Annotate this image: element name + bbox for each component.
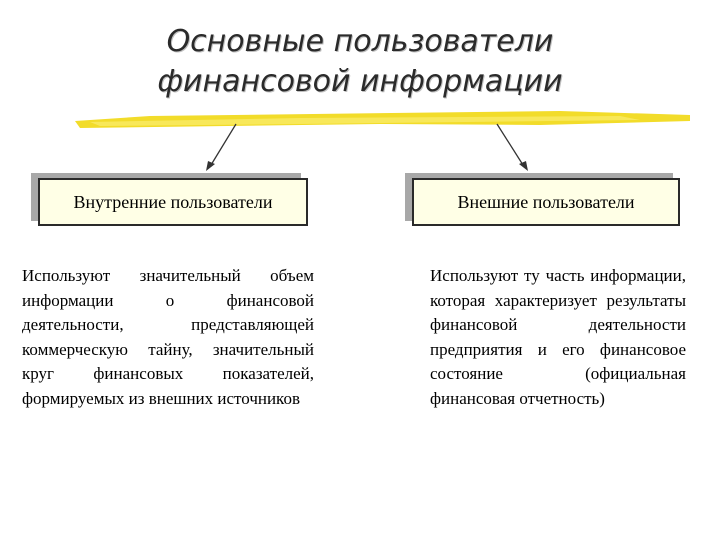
internal-users-box bbox=[38, 178, 308, 226]
arrow-right bbox=[497, 124, 523, 165]
internal-users-heading: Внутренние пользователи bbox=[73, 191, 273, 212]
page-title bbox=[0, 22, 720, 102]
external-users-box bbox=[412, 178, 680, 226]
external-users-description: Используют ту часть информации, которая характеризует результаты финансовой деятельности предприятия и его финансовое состояние (официальная финансовая отчетность) bbox=[430, 266, 686, 408]
title-line-1: Основные пользователи bbox=[166, 24, 554, 59]
title-line-2: финансовой информации bbox=[157, 64, 563, 99]
arrow-right-head bbox=[519, 161, 528, 171]
arrow-left bbox=[211, 124, 236, 165]
arrow-left-head bbox=[206, 161, 215, 171]
internal-users-description: Используют значительный объем информации о финансовой деятельности, представляющей коммерческую тайну, значительный круг финансовых показателей, формируемых из внешних источников bbox=[22, 266, 314, 408]
external-users-heading: Внешние пользователи bbox=[457, 191, 635, 212]
